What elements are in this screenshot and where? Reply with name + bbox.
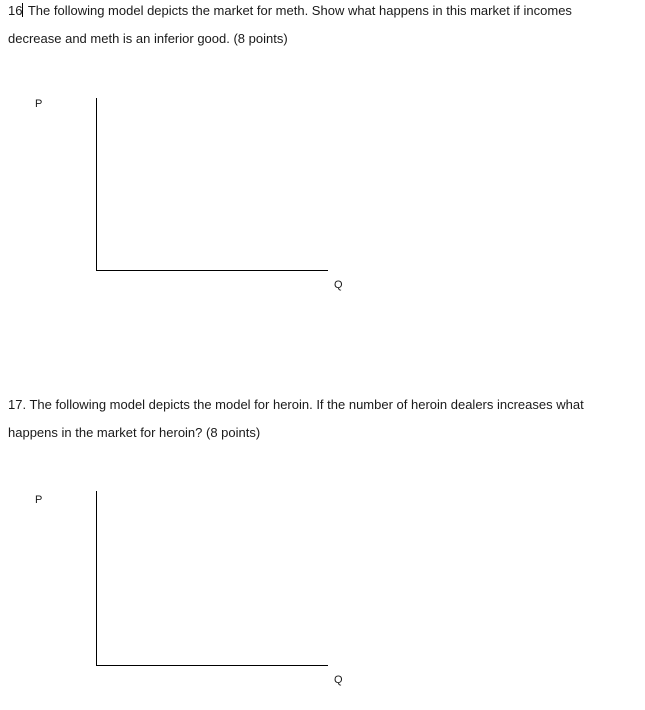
question-17-text-line-2: happens in the market for heroin? (8 points) <box>8 425 261 440</box>
graph-17-quantity-axis-label: Q <box>334 674 343 686</box>
question-16-number: 16 <box>8 3 23 18</box>
question-17-text-line-1: 17. The following model depicts the model for heroin. If the number of heroin dealers increases what <box>8 397 584 412</box>
graph-16-y-axis <box>96 98 97 271</box>
question-16-text-line-2: decrease and meth is an inferior good. (8 points) <box>8 31 288 46</box>
graph-17-y-axis <box>96 491 97 666</box>
question-16-prompt: The following model depicts the market for meth. Show what happens in this market if incomes <box>24 3 572 18</box>
graph-16-x-axis <box>96 270 328 271</box>
graph-16-price-axis-label: P <box>35 98 43 110</box>
question-16-text-line-1 <box>8 3 572 19</box>
graph-16-quantity-axis-label: Q <box>334 279 343 291</box>
graph-17-x-axis <box>96 665 328 666</box>
graph-17-price-axis-label: P <box>35 494 43 506</box>
